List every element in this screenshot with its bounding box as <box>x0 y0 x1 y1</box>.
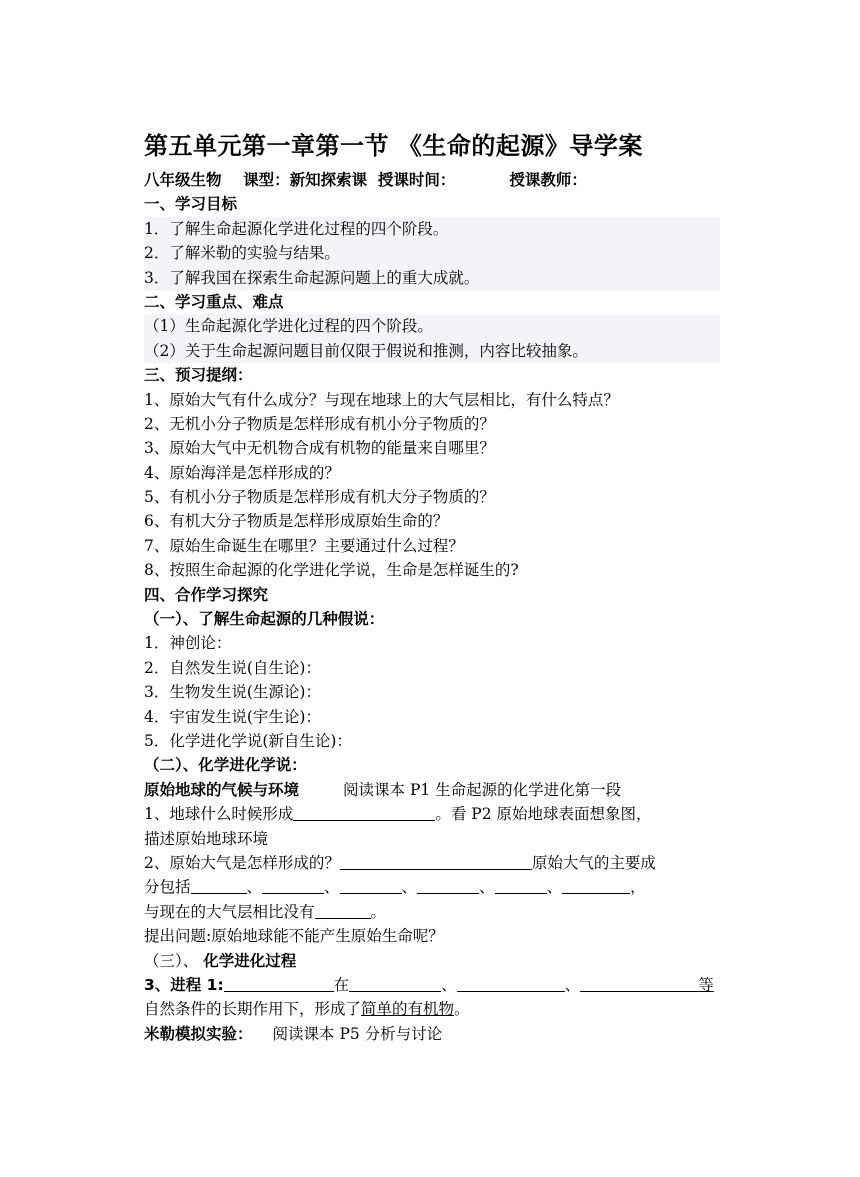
process-1-label: 3、进程 1: <box>144 975 224 994</box>
answer-blank[interactable] <box>262 876 324 894</box>
preview-item: 7、原始生命诞生在哪里？主要通过什么过程？ <box>144 536 464 555</box>
answer-blank[interactable] <box>457 974 565 992</box>
answer-blank[interactable] <box>562 876 630 894</box>
answer-blank[interactable] <box>340 852 532 870</box>
hypothesis-item: 1．神创论： <box>144 634 232 653</box>
document-title: 第五单元第一章第一节 《生命的起源》导学案 <box>144 132 643 160</box>
question-2-line <box>144 851 724 875</box>
hypothesis-item: 3．生物发生说(生源论)： <box>144 683 321 702</box>
answer-blank[interactable] <box>224 974 334 992</box>
answer-blank[interactable] <box>191 876 247 894</box>
miller-line <box>144 1022 724 1046</box>
process-1-cont <box>144 997 724 1021</box>
answer-blank[interactable] <box>349 974 441 992</box>
process-1-text: 在 <box>333 975 350 994</box>
key-point-item: （1）生命起源化学进化过程的四个阶段。 <box>144 314 720 338</box>
separator: 、 <box>246 878 263 897</box>
preview-item: 8、按照生命起源的化学进化学说，生命是怎样诞生的? <box>144 561 519 580</box>
header-line: 八年级生物 课型：新知探索课 授课时间： 授课教师： <box>144 171 587 189</box>
key-points-heading: 二、学习重点、难点 <box>144 292 284 311</box>
answer-blank[interactable] <box>417 876 479 894</box>
question-2-compare <box>144 900 724 924</box>
separator: 、 <box>479 878 495 897</box>
environment-line <box>144 778 724 802</box>
answer-blank[interactable] <box>580 974 698 992</box>
process-heading-prefix: （三）、 <box>144 951 204 970</box>
process-1-answer: 简单的有机物 <box>361 1000 455 1019</box>
miller-label: 米勒模拟实验： <box>144 1024 253 1043</box>
separator: 、 <box>546 878 563 897</box>
answer-blank[interactable] <box>340 876 402 894</box>
answer-blank[interactable] <box>495 876 547 894</box>
preview-heading: 三、预习提纲： <box>144 366 253 385</box>
environment-label: 原始地球的气候与环境 <box>144 780 300 799</box>
question-1-cont: 描述原始地球环境 <box>144 829 269 848</box>
key-point-item: （2）关于生命起源问题目前仅限于假说和推测，内容比较抽象。 <box>144 339 720 363</box>
raised-question: 提出问题:原始地球能不能产生原始生命呢？ <box>144 927 444 946</box>
question-2-text: 与现在的大气层相比没有 <box>144 902 315 921</box>
answer-blank[interactable] <box>293 803 435 821</box>
preview-item: 4、原始海洋是怎样形成的？ <box>144 463 340 482</box>
miller-note: 阅读课本 P5 分析与讨论 <box>272 1024 443 1043</box>
document-body <box>144 168 724 1046</box>
goal-item: 2．了解米勒的实验与结果。 <box>144 241 720 265</box>
hypothesis-item: 5．化学进化学说(新自生论)： <box>144 731 352 750</box>
separator: 。 <box>454 1000 470 1019</box>
question-2-components <box>144 875 724 899</box>
preview-item: 6、有机大分子物质是怎样形成原始生命的？ <box>144 512 449 531</box>
separator: 、 <box>324 878 340 897</box>
hypotheses-heading: （一）、了解生命起源的几种假说： <box>144 610 385 629</box>
process-heading: 化学进化过程 <box>203 951 297 970</box>
hypothesis-item: 4．宇宙发生说(宇生论)： <box>144 707 321 726</box>
process-heading-line <box>144 949 724 973</box>
separator: 、 <box>564 975 581 994</box>
preview-item: 2、无机小分子物质是怎样形成有机小分子物质的？ <box>144 414 495 433</box>
preview-item: 5、有机小分子物质是怎样形成有机大分子物质的？ <box>144 488 495 507</box>
goals-heading: 一、学习目标 <box>144 195 238 214</box>
environment-note: 阅读课本 P1 生命起源的化学进化第一段 <box>343 780 622 799</box>
hypothesis-item: 2．自然发生说(自生论)： <box>144 658 321 677</box>
separator: 、 <box>401 878 418 897</box>
separator: ， <box>630 878 646 897</box>
question-2-text: 2、原始大气是怎样形成的？ <box>144 853 340 872</box>
question-1-line <box>144 802 724 826</box>
preview-item: 1、原始大气有什么成分？与现在地球上的大气层相比，有什么特点？ <box>144 390 619 409</box>
answer-blank[interactable] <box>315 901 371 919</box>
goal-item: 3．了解我国在探索生命起源问题上的重大成就。 <box>144 266 720 290</box>
chem-evolution-heading: （二）、化学进化学说： <box>144 756 307 775</box>
cooperative-heading: 四、合作学习探究 <box>144 585 269 604</box>
question-2-text: 原始大气的主要成 <box>531 853 656 872</box>
separator: 、 <box>441 975 457 994</box>
question-2-text: 分包括 <box>144 878 191 897</box>
separator: 。 <box>370 902 387 921</box>
process-1-text: 等 <box>698 975 714 994</box>
question-1-text: 1、地球什么时候形成 <box>144 805 294 824</box>
goal-item: 1．了解生命起源化学进化过程的四个阶段。 <box>144 217 720 241</box>
process-1-text: 自然条件的长期作用下，形成了 <box>144 1000 362 1019</box>
preview-item: 3、原始大气中无机物合成有机物的能量来自哪里？ <box>144 439 495 458</box>
question-1-text: 。看 P2 原始地球表面想象图， <box>435 805 652 824</box>
process-1-line <box>144 973 724 997</box>
